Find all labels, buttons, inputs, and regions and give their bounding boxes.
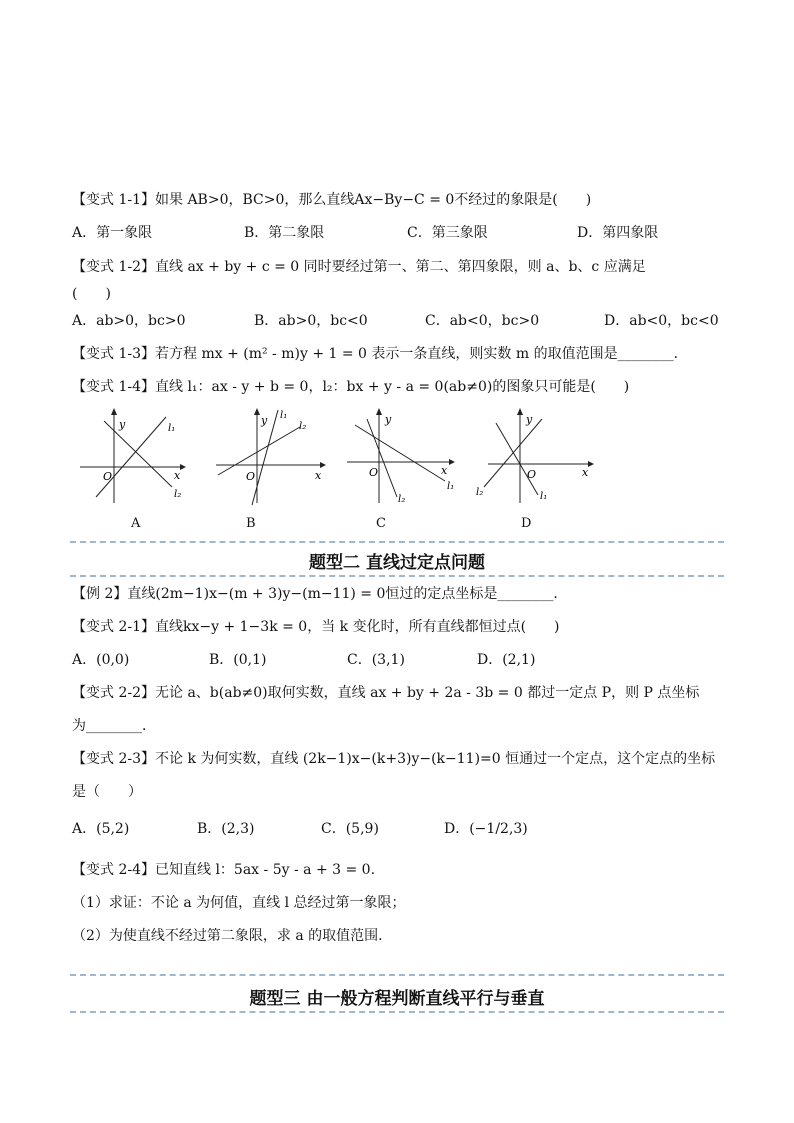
question-text: 已知直线 l：5ax - 5y - a + 3 = 0. bbox=[155, 862, 376, 878]
l1-label: l₁ bbox=[447, 481, 455, 492]
axis-x-label: x bbox=[441, 464, 448, 477]
question-1-3 bbox=[72, 345, 688, 363]
axis-x-label: x bbox=[582, 466, 589, 479]
axis-x-label: x bbox=[315, 469, 322, 482]
option-c: C．ab<0，bc>0 bbox=[425, 313, 540, 329]
question-text: 直线kx−y + 1−3k = 0，当 k 变化时，所有直线都恒过点( ) bbox=[155, 619, 560, 635]
axis-y-label: y bbox=[385, 413, 392, 426]
option-c: C．(3,1) bbox=[347, 652, 405, 668]
question-2-2 bbox=[72, 684, 699, 702]
question-text: 直线 l₁：ax - y + b = 0，l₂：bx + y - a = 0(ab≠0)的图象只可能是( ) bbox=[155, 379, 630, 395]
section-divider bbox=[70, 541, 724, 543]
option-a: A．第一象限 bbox=[72, 225, 153, 241]
axis-x-label: x bbox=[174, 469, 181, 482]
origin-label: O bbox=[369, 466, 379, 479]
graph-c bbox=[345, 405, 460, 505]
question-tag: 【变式 1-4】 bbox=[72, 379, 155, 395]
question-tag: 【例 2】 bbox=[72, 586, 128, 602]
section-divider bbox=[70, 974, 724, 976]
question-2-4-part2: （2）为使直线不经过第二象限，求 a 的取值范围． bbox=[72, 928, 393, 944]
section-divider bbox=[70, 1011, 724, 1013]
question-2-3-cont: 是（ ） bbox=[72, 784, 142, 800]
question-2-2-cont: 为________． bbox=[72, 718, 156, 734]
option-c: C．(5,9) bbox=[321, 821, 379, 837]
question-tag: 【变式 1-2】 bbox=[72, 259, 155, 275]
origin-label: O bbox=[527, 468, 537, 481]
l1-label: l₁ bbox=[280, 410, 288, 421]
axis-y-label: y bbox=[119, 418, 126, 431]
question-2-4 bbox=[72, 861, 375, 879]
example-2 bbox=[72, 585, 567, 603]
l2-label: l₂ bbox=[174, 489, 182, 500]
l2-label: l₂ bbox=[398, 494, 406, 505]
figure-label-a: A bbox=[131, 516, 141, 531]
question-tag: 【变式 2-2】 bbox=[72, 685, 155, 701]
l1-label: l₁ bbox=[540, 491, 548, 502]
option-b: B．第二象限 bbox=[244, 225, 325, 241]
question-text: 直线(2m−1)x−(m + 3)y−(m−11) = 0恒过的定点坐标是________． bbox=[127, 586, 568, 602]
graph-b bbox=[212, 405, 327, 505]
option-d: D．(2,1) bbox=[477, 652, 536, 668]
question-2-3 bbox=[72, 750, 715, 768]
option-d: D．第四象限 bbox=[577, 225, 659, 241]
l2-label: l₂ bbox=[476, 487, 484, 498]
graph-a bbox=[76, 405, 186, 505]
question-tag: 【变式 1-3】 bbox=[72, 346, 155, 362]
question-text: 如果 AB>0，BC>0，那么直线Ax−By−C = 0不经过的象限是( ) bbox=[155, 192, 592, 208]
question-text: 不论 k 为何实数，直线 (2k−1)x−(k+3)y−(k−11)=0 恒通过一个定点，这个定点的坐标 bbox=[155, 751, 716, 767]
option-a: A．ab>0，bc>0 bbox=[72, 313, 186, 329]
question-1-2 bbox=[72, 258, 646, 276]
option-b: B．(0,1) bbox=[209, 652, 267, 668]
origin-label: O bbox=[103, 470, 113, 483]
question-1-2-cont: ( ) bbox=[72, 286, 111, 302]
question-2-1 bbox=[72, 618, 560, 636]
section-heading: 题型二 直线过定点问题 bbox=[309, 553, 485, 573]
axis-y-label: y bbox=[526, 413, 533, 426]
figure-label-c: C bbox=[376, 516, 386, 531]
origin-label: O bbox=[246, 470, 256, 483]
question-1-1 bbox=[72, 191, 591, 209]
question-tag: 【变式 1-1】 bbox=[72, 192, 155, 208]
l1-label: l₁ bbox=[168, 423, 176, 434]
option-a: A．(0,0) bbox=[72, 652, 130, 668]
question-1-4 bbox=[72, 378, 629, 396]
question-text: 直线 ax + by + c = 0 同时要经过第一、第二、第四象限，则 a、b、c 应满足 bbox=[155, 259, 646, 275]
option-b: B．(2,3) bbox=[197, 821, 255, 837]
question-text: 无论 a、b(ab≠0)取何实数，直线 ax + by + 2a - 3b = 0 都过一定点 P，则 P 点坐标 bbox=[155, 685, 700, 701]
figure-label-b: B bbox=[246, 516, 256, 531]
axis-y-label: y bbox=[261, 414, 268, 427]
question-tag: 【变式 2-1】 bbox=[72, 619, 155, 635]
graph-d bbox=[476, 405, 599, 505]
question-text: 若方程 mx + (m² - m)y + 1 = 0 表示一条直线，则实数 m 的取值范围是________． bbox=[155, 346, 688, 362]
figure-label-d: D bbox=[521, 516, 532, 531]
question-2-4-part1: （1）求证：不论 a 为何值，直线 l 总经过第一象限； bbox=[72, 895, 406, 911]
question-tag: 【变式 2-4】 bbox=[72, 862, 155, 878]
option-c: C．第三象限 bbox=[407, 225, 488, 241]
section-heading: 题型三 由一般方程判断直线平行与垂直 bbox=[249, 989, 545, 1009]
option-b: B．ab>0，bc<0 bbox=[254, 313, 368, 329]
option-d: D．(−1/2,3) bbox=[444, 821, 528, 837]
option-d: D．ab<0，bc<0 bbox=[604, 313, 719, 329]
option-a: A．(5,2) bbox=[72, 821, 130, 837]
l2-label: l₂ bbox=[299, 421, 307, 432]
section-divider bbox=[70, 575, 724, 577]
question-tag: 【变式 2-3】 bbox=[72, 751, 155, 767]
